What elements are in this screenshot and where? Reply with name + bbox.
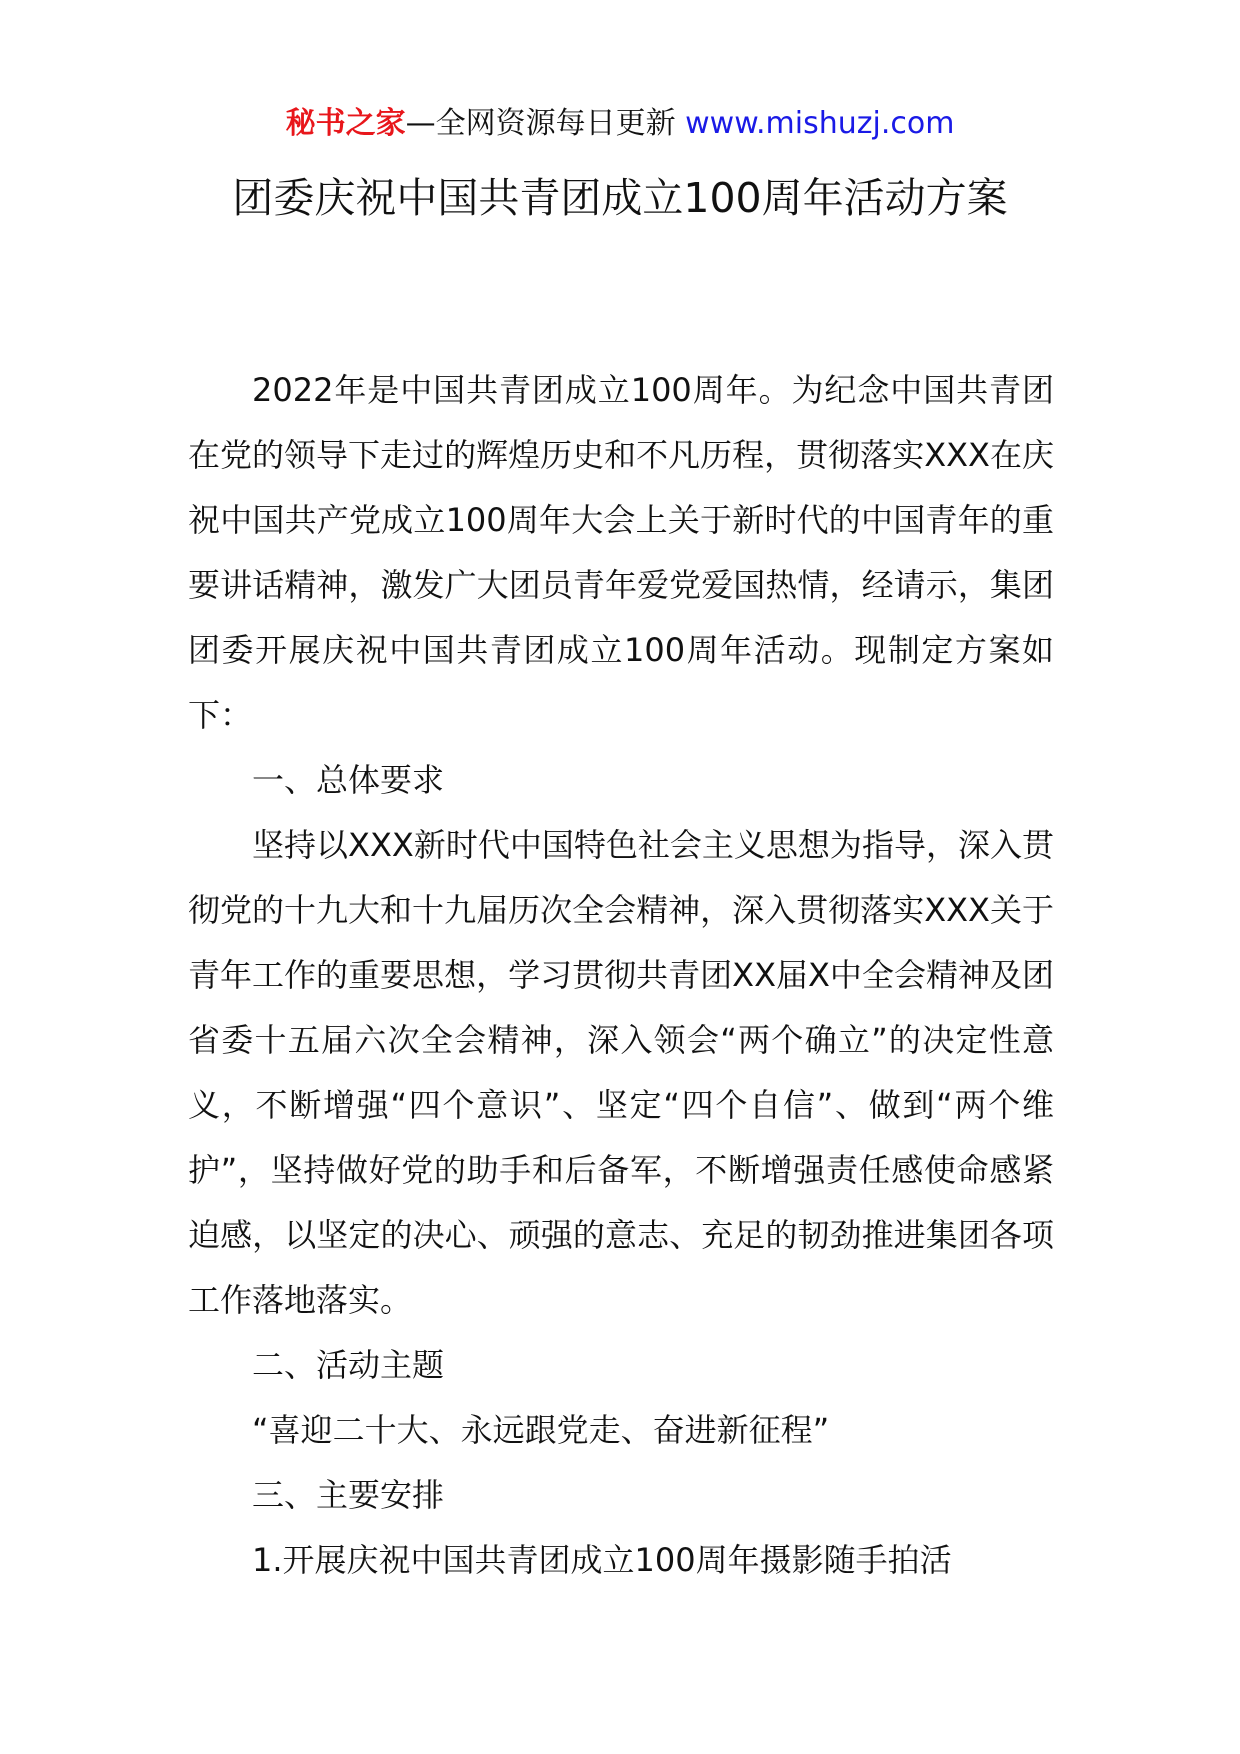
site-header xyxy=(0,104,1240,144)
brand-name: 秘书之家 xyxy=(285,106,406,141)
document-title: 团委庆祝中国共青团成立100周年活动方案 xyxy=(232,174,1008,222)
intro-paragraph: 2022年是中国共青团成立100周年。为纪念中国共青团在党的领导下走过的辉煌历史和不凡历程，贯彻落实XXX在庆祝中国共产党成立100周年大会上关于新时代的中国青年的重要讲话精神，激发广大团员青年爱党爱国热情，经请示，集团团委开展庆祝中国共青团成立100周年活动。现制定方案如下： xyxy=(188,371,1054,734)
general-requirements-paragraph: 坚持以XXX新时代中国特色社会主义思想为指导，深入贯彻党的十九大和十九届历次全会精神，深入贯彻落实XXX关于青年工作的重要思想，学习贯彻共青团XX届X中全会精神及团省委十五届六次全会精神，深入领会“两个确立”的决定性意义，不断增强“四个意识”、坚定“四个自信”、做到“两个维护”，坚持做好党的助手和后备军，不断增强责任感使命感紧迫感，以坚定的决心、顽强的意志、充足的韧劲推进集团各项工作落地落实。 xyxy=(188,826,1054,1319)
document-body xyxy=(188,358,1054,1593)
header-tagline: —全网资源每日更新 xyxy=(405,106,676,141)
activity-theme-text: “喜迎二十大、永远跟党走、奋进新征程” xyxy=(252,1411,830,1449)
section-heading-activity-theme: 二、活动主题 xyxy=(252,1346,445,1384)
arrangement-item-1: 1.开展庆祝中国共青团成立100周年摄影随手拍活 xyxy=(252,1541,952,1579)
section-heading-main-arrangements: 三、主要安排 xyxy=(252,1476,445,1514)
section-heading-general-requirements: 一、总体要求 xyxy=(252,761,445,799)
site-url-link[interactable]: www.mishuzj.com xyxy=(685,106,955,141)
